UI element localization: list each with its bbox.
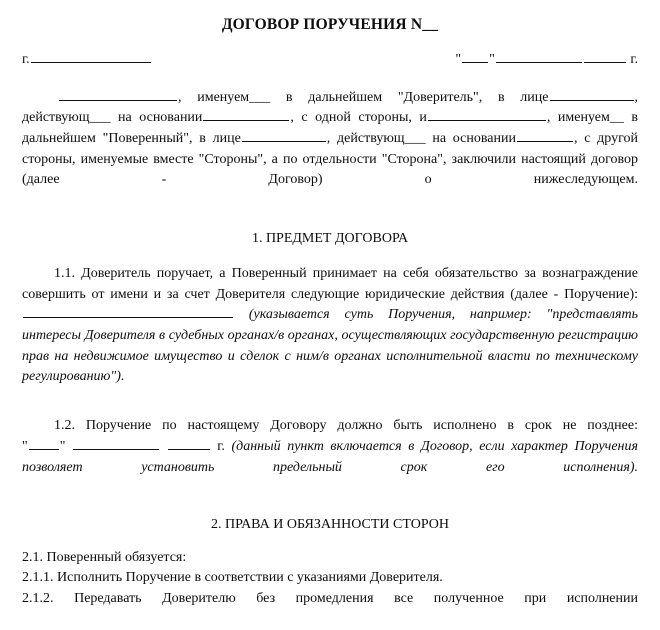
principal-name-blank (59, 88, 177, 101)
clause-2-1-2-text: Передавать Доверителю без промедления все полученное при исполнении (74, 590, 639, 606)
year-blank (584, 50, 626, 63)
preamble-part-4: , именуем__ в дальнейшем "Поверенный", в лице (22, 110, 638, 146)
clause-1-1 (22, 264, 638, 408)
preamble-part-1: , именуем___ в дальнейшем "Доверитель", в лице (178, 89, 549, 105)
city-label: г. (22, 51, 30, 67)
month-blank (496, 50, 582, 63)
city-field (22, 50, 152, 70)
page-title: ДОГОВОР ПОРУЧЕНИЯ N__ (221, 16, 439, 33)
deadline-quote-open: " (22, 438, 28, 454)
clause-2-1-1 (22, 568, 638, 589)
clause-2-1-1-text: Исполнить Поручение в соответствии с указаниями Доверителя. (57, 570, 443, 586)
clause-1-1-text: Доверитель поручает, а Поверенный принимает на себя обязательство за вознаграждение совершить от имени и за счет Доверителя следующие юридические действия (далее - Поручение): (22, 266, 638, 302)
title-spacer (0, 34, 660, 50)
clause-1-2-note: (данный пункт включается в Договор, если характер Поручения позволяет установить предельный срок его исполнения). (22, 438, 638, 475)
clause-2-1-1-number: 2.1.1. (22, 570, 54, 586)
clause-2-1-number: 2.1. (22, 549, 43, 565)
deadline-month-blank (73, 437, 159, 450)
attorney-name-blank (428, 108, 546, 121)
clause-1-1-note: (указывается суть Поручения, например: "представлять интересы Доверителя в судебных органах/в органах, осуществляющих государственную регистрацию прав на недвижимое имущество и сделок с ним/в органах исполнительной власти по техническому регулированию"). (22, 307, 638, 385)
deadline-year-blank (168, 437, 210, 450)
section-heading-1: 1. ПРЕДМЕТ ДОГОВОРА (251, 231, 409, 247)
principal-basis-blank (203, 108, 289, 121)
clause-2-1-2 (22, 589, 638, 630)
city-blank (31, 50, 151, 63)
preamble-part-2: , действующ___ на основании (22, 89, 638, 126)
clause-2-1-text: Поверенный обязуется: (46, 549, 187, 565)
clause-1-2-text: Поручение по настоящему Договору должно быть исполнено в срок не позднее: (85, 418, 638, 434)
date-quote-close: " (489, 51, 495, 67)
clause-1-1-spacer (0, 248, 660, 264)
deadline-date-field (22, 439, 225, 454)
date-field (455, 50, 638, 70)
attorney-rep-blank (242, 129, 326, 142)
preamble-part-3: , с одной стороны, и (290, 110, 427, 126)
clause-1-2-spacer (0, 408, 660, 416)
task-description-blank (23, 305, 233, 318)
clause-2-1-2-number: 2.1.2. (22, 590, 54, 606)
date-quote-open: " (455, 51, 462, 67)
section-2-spacer (0, 499, 660, 517)
deadline-year-label: г. (217, 438, 225, 454)
principal-rep-blank (550, 88, 634, 101)
city-and-date-line (22, 50, 638, 70)
preamble-part-5: , действующ___ на основании (326, 131, 516, 146)
document-page (0, 16, 660, 606)
preamble-spacer (0, 70, 660, 88)
preamble-paragraph (22, 88, 638, 212)
attorney-basis-blank (517, 129, 573, 142)
clause-1-2 (22, 416, 638, 498)
clause-1-1-number: 1.1. (54, 266, 75, 282)
section-1-spacer (0, 211, 660, 231)
day-blank (462, 50, 488, 63)
clause-1-2-number: 1.2. (54, 418, 75, 434)
section-heading-2: 2. ПРАВА И ОБЯЗАННОСТИ СТОРОН (210, 516, 450, 532)
deadline-quote-close: " (59, 438, 66, 454)
clause-2-1 (22, 548, 638, 569)
year-label: г. (630, 51, 638, 67)
preamble-part-6: , с другой стороны, именуемые вместе "Стороны", а по отдельности "Сторона", заключили настоящий договор (далее - Договор) о нижеследующем. (22, 131, 638, 188)
deadline-day-blank (29, 437, 59, 450)
